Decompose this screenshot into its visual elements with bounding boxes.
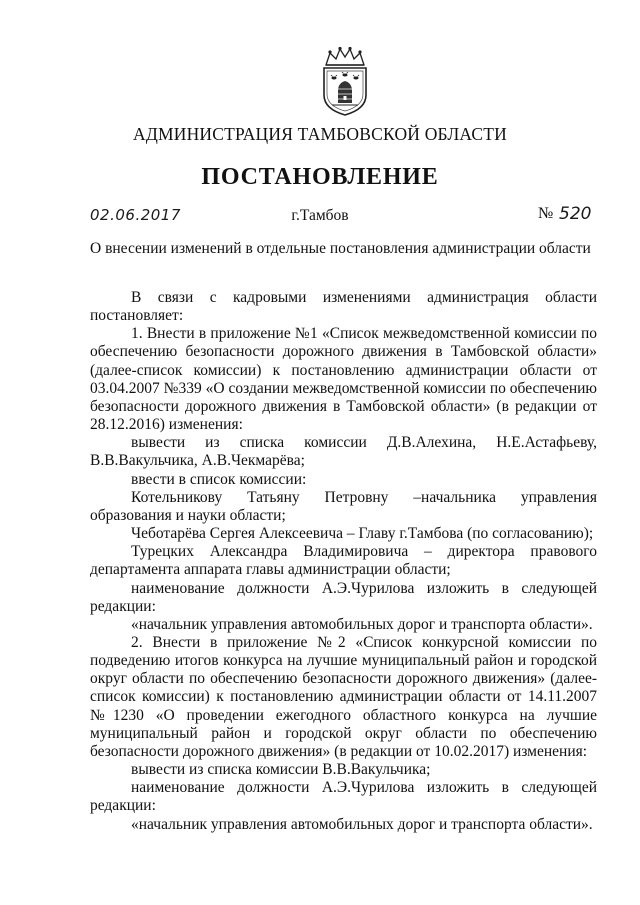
body-paragraph: «начальник управления автомобильных дорог и транспорта области». <box>131 815 593 833</box>
document-body <box>90 289 597 834</box>
body-paragraph: вывести из списка комиссии Д.В.Алехина, Н.Е.Астафьеву, В.В.Вакульчика, А.В.Чекмарёва; <box>90 434 597 470</box>
body-paragraph: наименование должности А.Э.Чурилова изложить в следующей редакции: <box>90 779 597 815</box>
body-paragraph: В связи с кадровыми изменениями администрация области постановляет: <box>90 289 597 325</box>
body-paragraph: Котельникову Татьяну Петровну –начальника управления образования и науки области; <box>90 488 597 524</box>
body-paragraph: Турецких Александра Владимировича – директора правового департамента аппарата главы администрации области; <box>90 543 597 579</box>
body-paragraph: «начальник управления автомобильных дорог и транспорта области». <box>131 615 593 633</box>
tambov-coat-of-arms-icon <box>318 45 372 117</box>
body-paragraph: вывести из списка комиссии В.В.Вакульчика; <box>131 761 431 779</box>
body-paragraph: ввести в список комиссии: <box>131 470 307 488</box>
handwritten-date: 02.06.2017 <box>90 206 181 224</box>
city-label: г.Тамбов <box>291 207 349 224</box>
body-paragraph: 2. Внести в приложение №2 «Список конкурсной комиссии по подведению итогов конкурса на лучшие муниципальный район и городской округ области по обеспечению безопасности дорожного движения» (далее-список комиссии) к постановлению администрации области от 14.11.2007 №1230 «О проведении ежегодного областного конкурса на лучшие муниципальный район и городской округ области по обеспечению безопасности дорожного движения» (в редакции от 10.02.2017) изменения: <box>90 633 597 760</box>
number-sign: № <box>538 205 554 222</box>
organization-name: АДМИНИСТРАЦИЯ ТАМБОВСКОЙ ОБЛАСТИ <box>133 124 507 144</box>
handwritten-number: 520 <box>559 204 592 224</box>
body-paragraph: 1. Внести в приложение №1 «Список межведомственной комиссии по обеспечению безопасности дорожного движения в Тамбовской области» (далее-список комиссии) к постановлению администрации области от 03.04.2007 №339 «О создании межведомственной комиссии по обеспечению безопасности дорожного движения в Тамбовской области» (в редакции от 28.12.2016) изменения: <box>90 325 597 434</box>
document-type-title: ПОСТАНОВЛЕНИЕ <box>201 164 439 190</box>
body-paragraph: наименование должности А.Э.Чурилова изложить в следующей редакции: <box>90 579 597 615</box>
document-subject: О внесении изменений в отдельные постановления администрации области <box>90 240 591 257</box>
body-paragraph: Чеботарёва Сергея Алексеевича – Главу г.Тамбова (по согласованию); <box>131 525 594 543</box>
